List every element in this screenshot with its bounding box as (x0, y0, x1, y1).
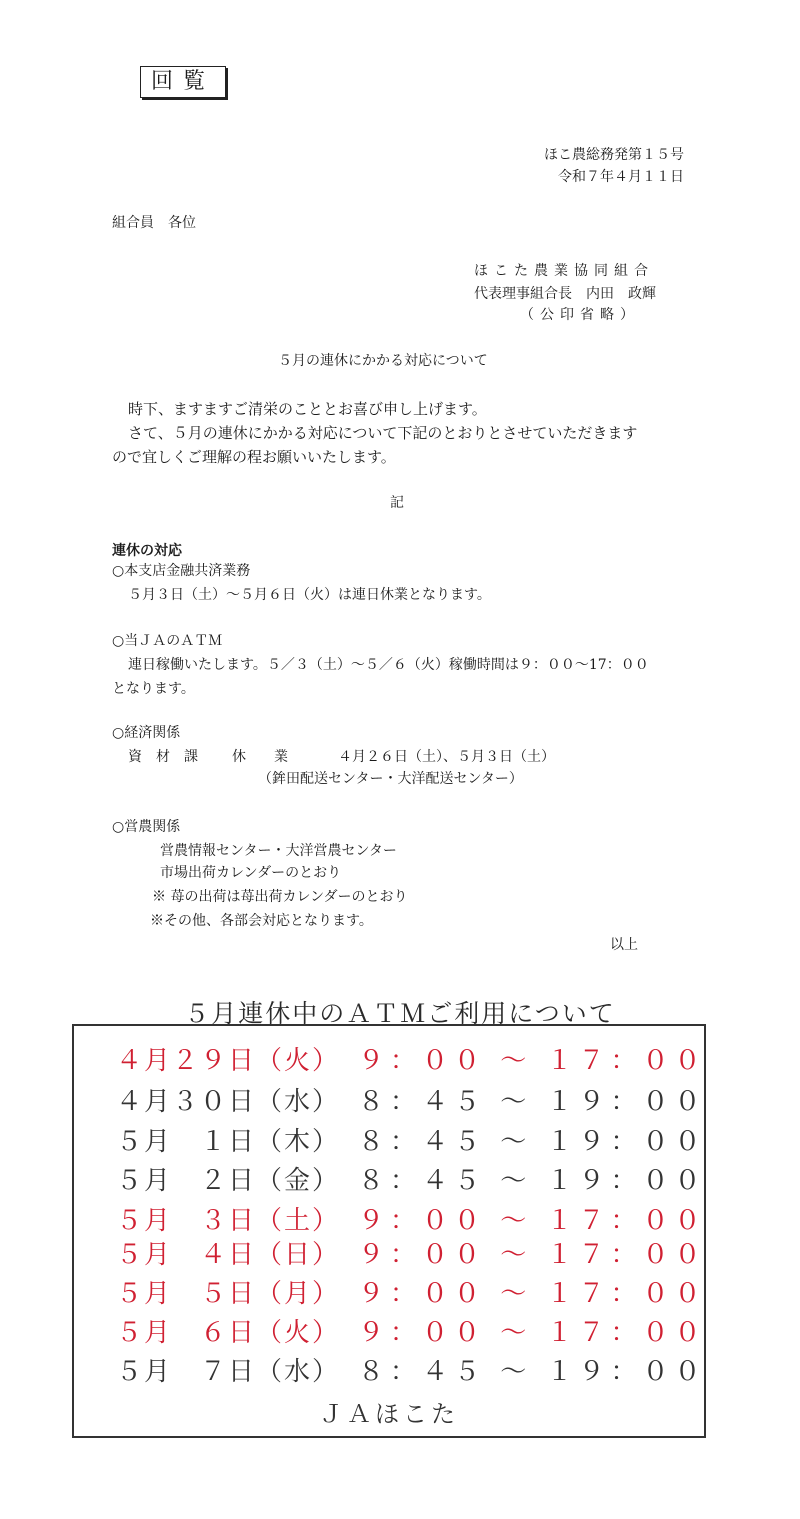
body-line-3: ので宜しくご理解の程お願いいたします。 (112, 448, 396, 466)
atm-row-hours: ８：４５ ～ １９：００ (358, 1087, 707, 1117)
atm-schedule-box (72, 1024, 706, 1438)
atm-row-hours: ９：００ ～ １７：００ (358, 1318, 707, 1348)
keizai-status: 休 業 (232, 749, 288, 765)
atm-schedule-row (74, 1234, 708, 1270)
atm-row-date: ５月 ４日（日） (116, 1240, 341, 1270)
ki-heading: 記 (390, 495, 404, 511)
atm-schedule-row (74, 1040, 708, 1076)
einou-text-4: ※その他、各部会対応となります。 (150, 913, 373, 929)
einou-text-2: 市場出荷カレンダーのとおり (160, 865, 342, 881)
atm-schedule-footer: ＪＡほこた (319, 1400, 459, 1428)
einou-text-3: ※ 苺の出荷は苺出荷カレンダーのとおり (152, 889, 408, 905)
circulation-stamp: 回覧 (140, 66, 226, 98)
atm-schedule-row (74, 1081, 708, 1117)
einou-title: ○営農関係 (112, 819, 181, 835)
body-line-1: 時下、ますますご清栄のこととお喜び申し上げます。 (128, 400, 487, 418)
keizai-centers: （鉾田配送センター・大洋配送センター） (258, 771, 523, 787)
atm-schedule-row (74, 1121, 708, 1157)
atm-row-hours: ９：００ ～ １７：００ (358, 1279, 707, 1309)
atm-row-date: ４月３０日（水） (116, 1087, 341, 1117)
atm-row-date: ４月２９日（火） (116, 1046, 341, 1076)
atm-schedule-row (74, 1273, 708, 1309)
keizai-title: ○経済関係 (112, 725, 181, 741)
atm-row-hours: ９：００ ～ １７：００ (358, 1046, 707, 1076)
atm-row-hours: ８：４５ ～ １９：００ (358, 1357, 707, 1387)
kinyu-text: ５月３日（土）～５月６日（火）は連日休業となります。 (128, 587, 491, 603)
atm-row-date: ５月 ３日（土） (116, 1206, 341, 1236)
atm-section-text-1: 連日稼働いたします。５／３（土）～５／６（火）稼働時間は９：００～17：００ (128, 657, 649, 673)
atm-schedule-row (74, 1200, 708, 1236)
atm-row-hours: ９：００ ～ １７：００ (358, 1240, 707, 1270)
keizai-dept: 資 材 課 (128, 749, 198, 765)
einou-text-1: 営農情報センター・大洋営農センター (160, 843, 397, 859)
atm-schedule-row (74, 1351, 708, 1387)
atm-row-hours: ９：００ ～ １７：００ (358, 1206, 707, 1236)
addressee: 組合員 各位 (112, 215, 196, 231)
seal-omitted: （公印省略） (520, 307, 640, 323)
atm-row-date: ５月 ７日（水） (116, 1357, 341, 1387)
keizai-dates: ４月２６日（土）、５月３日（土） (338, 749, 555, 765)
sender-representative: 代表理事組合長 内田 政輝 (474, 286, 656, 302)
atm-row-date: ５月 １日（木） (116, 1127, 341, 1157)
subject-title: ５月の連休にかかる対応について (278, 353, 488, 369)
closing-ijou: 以上 (610, 937, 638, 953)
document-number: ほこ農総務発第１５号 (544, 147, 684, 163)
atm-row-date: ５月 ２日（金） (116, 1166, 341, 1196)
atm-schedule-row (74, 1312, 708, 1348)
document-date: 令和７年４月１１日 (558, 169, 684, 185)
atm-section-title: ○当ＪＡのＡＴＭ (112, 633, 223, 649)
renkyu-heading: 連休の対応 (112, 543, 182, 559)
kinyu-title: ○本支店金融共済業務 (112, 563, 251, 579)
sender-org: ほこた農業協同組合 (474, 263, 654, 279)
atm-schedule-title: ５月連休中のＡＴＭご利用について (184, 999, 616, 1028)
atm-section-text-2: となります。 (112, 681, 195, 697)
atm-row-date: ５月 ６日（火） (116, 1318, 341, 1348)
body-line-2: さて、５月の連休にかかる対応について下記のとおりとさせていただきます (128, 424, 638, 442)
atm-row-hours: ８：４５ ～ １９：００ (358, 1127, 707, 1157)
atm-schedule-row (74, 1160, 708, 1196)
atm-row-date: ５月 ５日（月） (116, 1279, 341, 1309)
atm-row-hours: ８：４５ ～ １９：００ (358, 1166, 707, 1196)
